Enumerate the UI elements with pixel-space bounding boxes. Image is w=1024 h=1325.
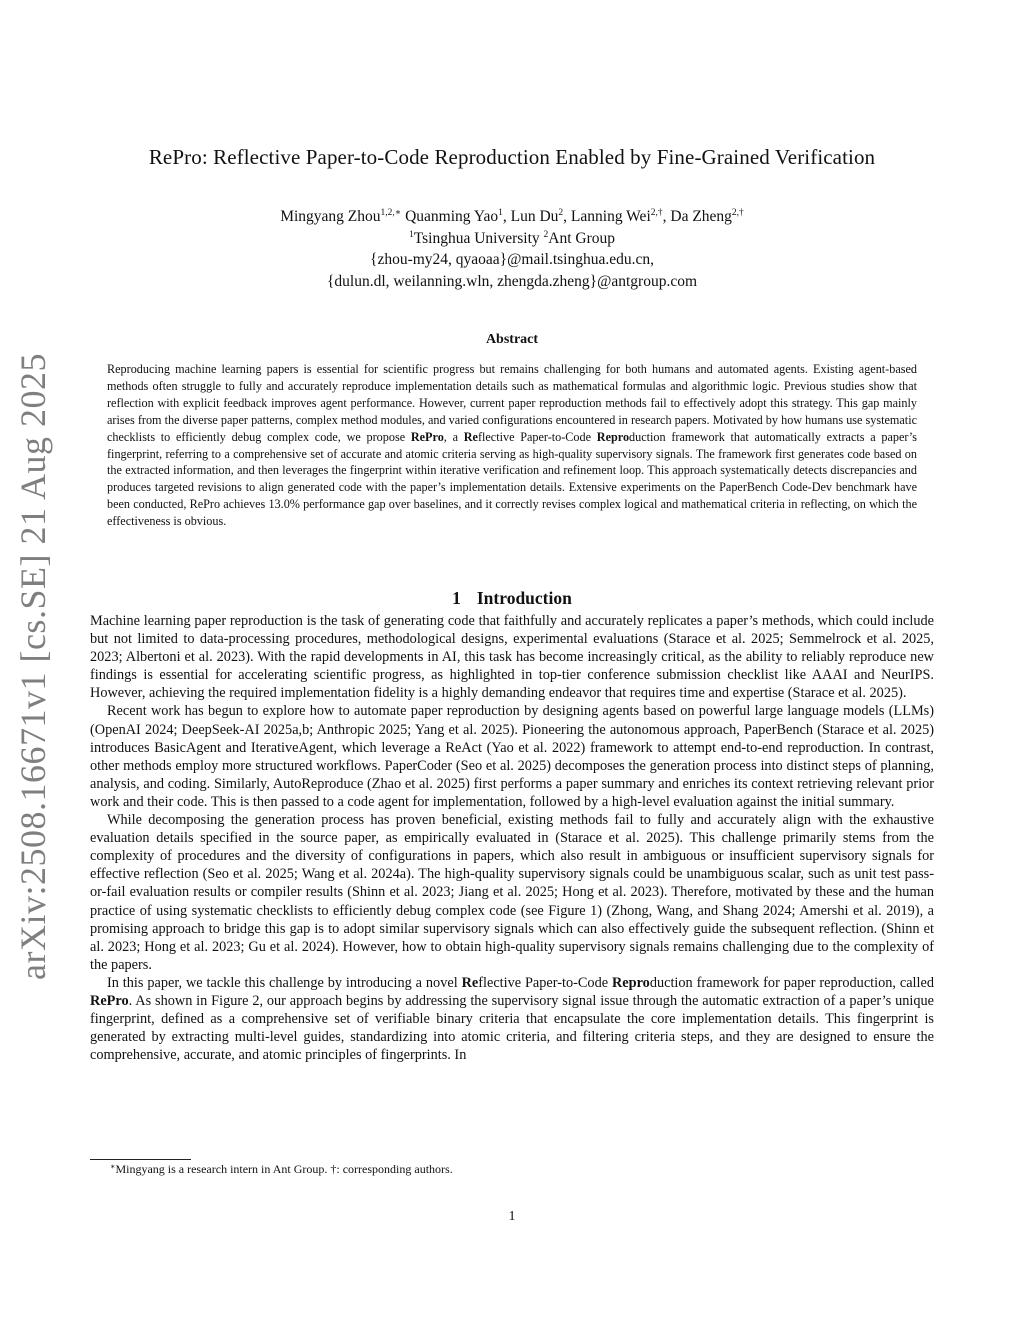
author-affiliation-marker: 2,†	[731, 208, 744, 218]
author-name: Lun Du	[510, 208, 559, 225]
author-name: Mingyang Zhou	[280, 208, 381, 225]
section-heading-introduction	[0, 588, 1024, 609]
page-number: 1	[508, 1209, 516, 1224]
paragraph: Recent work has begun to explore how to automate paper reproduction by designing agents based on powerful large language models (LLMs) (OpenAI 2024; DeepSeek-AI 2025a,b; Anthropic 2025; Yang et al. 2025). Pioneering the autonomous approach, PaperBench (Starace et al. 2025) introduces BasicAgent and IterativeAgent, which leverage a ReAct (Yao et al. 2022) framework to attempt end-to-end reproduction. In contrast, other methods employ more structured workflows. PaperCoder (Seo et al. 2025) decomposes the generation process into distinct steps of planning, analysis, and coding. Similarly, AutoReproduce (Zhao et al. 2025) first performs a paper summary and enriches its context retrieving relevant prior work and their code. This is then passed to a code agent for implementation, followed by a high-level evaluation against the initial summary.	[90, 703, 934, 810]
abstract-body: Reproducing machine learning papers is essential for scientific progress but remains challenging for both humans and automated agents. Existing agent-based methods often struggle to fully and accurately reproduce implementation details such as mathematical formulas and algorithmic logic. Previous studies show that reflection with explicit feedback improves agent performance. However, current paper reproduction methods fail to effectively adopt this strategy. This gap mainly arises from the diverse paper patterns, complex method modules, and varied configurations encountered in research papers. Motivated by how humans use systematic checklists to efficiently debug complex code, we propose RePro, a Reflective Paper-to-Code Reproduction framework that automatically extracts a paper’s fingerprint, referring to a comprehensive set of accurate and atomic criteria serving as high-quality supervisory signals. The framework first generates code based on the extracted information, and then leverages the fingerprint within iterative verification and refinement loop. This approach systematically detects discrepancies and produces targeted revisions to align generated code with the paper’s implementation details. Extensive experiments on the PaperBench Code-Dev benchmark have been conducted, RePro achieves 13.0% performance gap over baselines, and it correctly revises complex logical and mathematical criteria in reflecting, on which the effectiveness is obvious.	[107, 362, 917, 529]
introduction-body	[90, 612, 934, 1064]
arxiv-identifier-stamp: arXiv:2508.16671v1 [cs.SE] 21 Aug 2025	[13, 353, 53, 980]
author-block	[0, 206, 1024, 292]
author-affiliation-marker: 1,2,∗	[380, 208, 402, 218]
abstract-heading: Abstract	[485, 332, 539, 347]
footnote: ∗Mingyang is a research intern in Ant Group. †: corresponding authors.	[110, 1162, 453, 1176]
email-line: {dulun.dl, weilanning.wln, zhengda.zheng}@antgroup.com	[326, 272, 698, 290]
affiliations: $^1$Tsinghua University $^2$Ant Group	[408, 229, 616, 247]
author-name: Da Zheng	[670, 208, 732, 225]
section-number: 1	[452, 588, 461, 608]
paragraph: Machine learning paper reproduction is the task of generating code that faithfully and accurately replicates a paper’s methods, which could include but not limited to data-processing procedures, methodological designs, experimental evaluations (Starace et al. 2025; Semmelrock et al. 2025, 2023; Albertoni et al. 2023). With the rapid developments in AI, this task has become increasingly critical, as the ability to reliably reproduce new findings is essential for accelerating scientific progress, as highlighted in top-tier conference submission checklist like AAAI and NeurIPS. However, achieving the required implementation fidelity is a highly demanding endeavor that requires time and expertise (Starace et al. 2025).	[90, 613, 934, 702]
section-title: Introduction	[476, 588, 572, 608]
paragraph: In this paper, we tackle this challenge by introducing a novel Reflective Paper-to-Code Reproduction framework for paper reproduction, called RePro. As shown in Figure 2, our approach begins by addressing the supervisory signal issue through the automatic extraction of a paper’s unique fingerprint, defined as a comprehensive set of verifiable binary criteria that encapsulate the core implementation details. This fingerprint is generated by extracting multi-level guides, standardizing into atomic criteria, and filtering criteria steps, and they are designed to ensure the comprehensive, accurate, and atomic principles of fingerprints. In	[90, 974, 934, 1064]
paragraph: While decomposing the generation process has proven beneficial, existing methods fail to fully and accurately align with the exhaustive evaluation details specified in the source paper, as empirically evaluated in (Starace et al. 2025). This challenge primarily stems from the complexity of procedures and the diversity of configurations in papers, which also result in ambiguous or insufficient supervisory signals for effective reflection (Seo et al. 2025; Wang et al. 2024a). The high-quality supervisory signals could be unambiguous scalar, such as unit test pass-or-fail evaluation results or compiler results (Shinn et al. 2023; Jiang et al. 2025; Hong et al. 2023). Therefore, motivated by these and the human practice of using systematic checklists to efficiently debug complex code (see Figure 1) (Zhong, Wang, and Shang 2024; Amershi et al. 2019), a promising approach to bridge this gap is to adopt similar supervisory signals which can also effectively guide the subsequent reflection. (Shinn et al. 2023; Hong et al. 2023; Gu et al. 2024). However, how to obtain high-quality supervisory signals remains challenging due to the complexity of the papers.	[90, 812, 934, 973]
paper-title: RePro: Reflective Paper-to-Code Reproduction Enabled by Fine-Grained Verification	[148, 145, 876, 169]
author-list: Mingyang Zhou$^{1,2,∗}$ Quanming Yao$^1$, Lun Du$^2$, Lanning Wei$^{2,\dagger}$, Da Zheng$^{2,\dagger}$	[280, 208, 744, 225]
author-affiliation-marker: 2	[558, 208, 564, 218]
footnote-divider	[90, 1159, 191, 1160]
author-affiliation-marker: 2,†	[650, 208, 663, 218]
author-name: Lanning Wei	[570, 208, 651, 225]
author-affiliation-marker: 1	[498, 208, 503, 218]
author-name: Quanming Yao	[405, 208, 499, 225]
email-line: {zhou-my24, qyaoaa}@mail.tsinghua.edu.cn,	[370, 251, 654, 268]
